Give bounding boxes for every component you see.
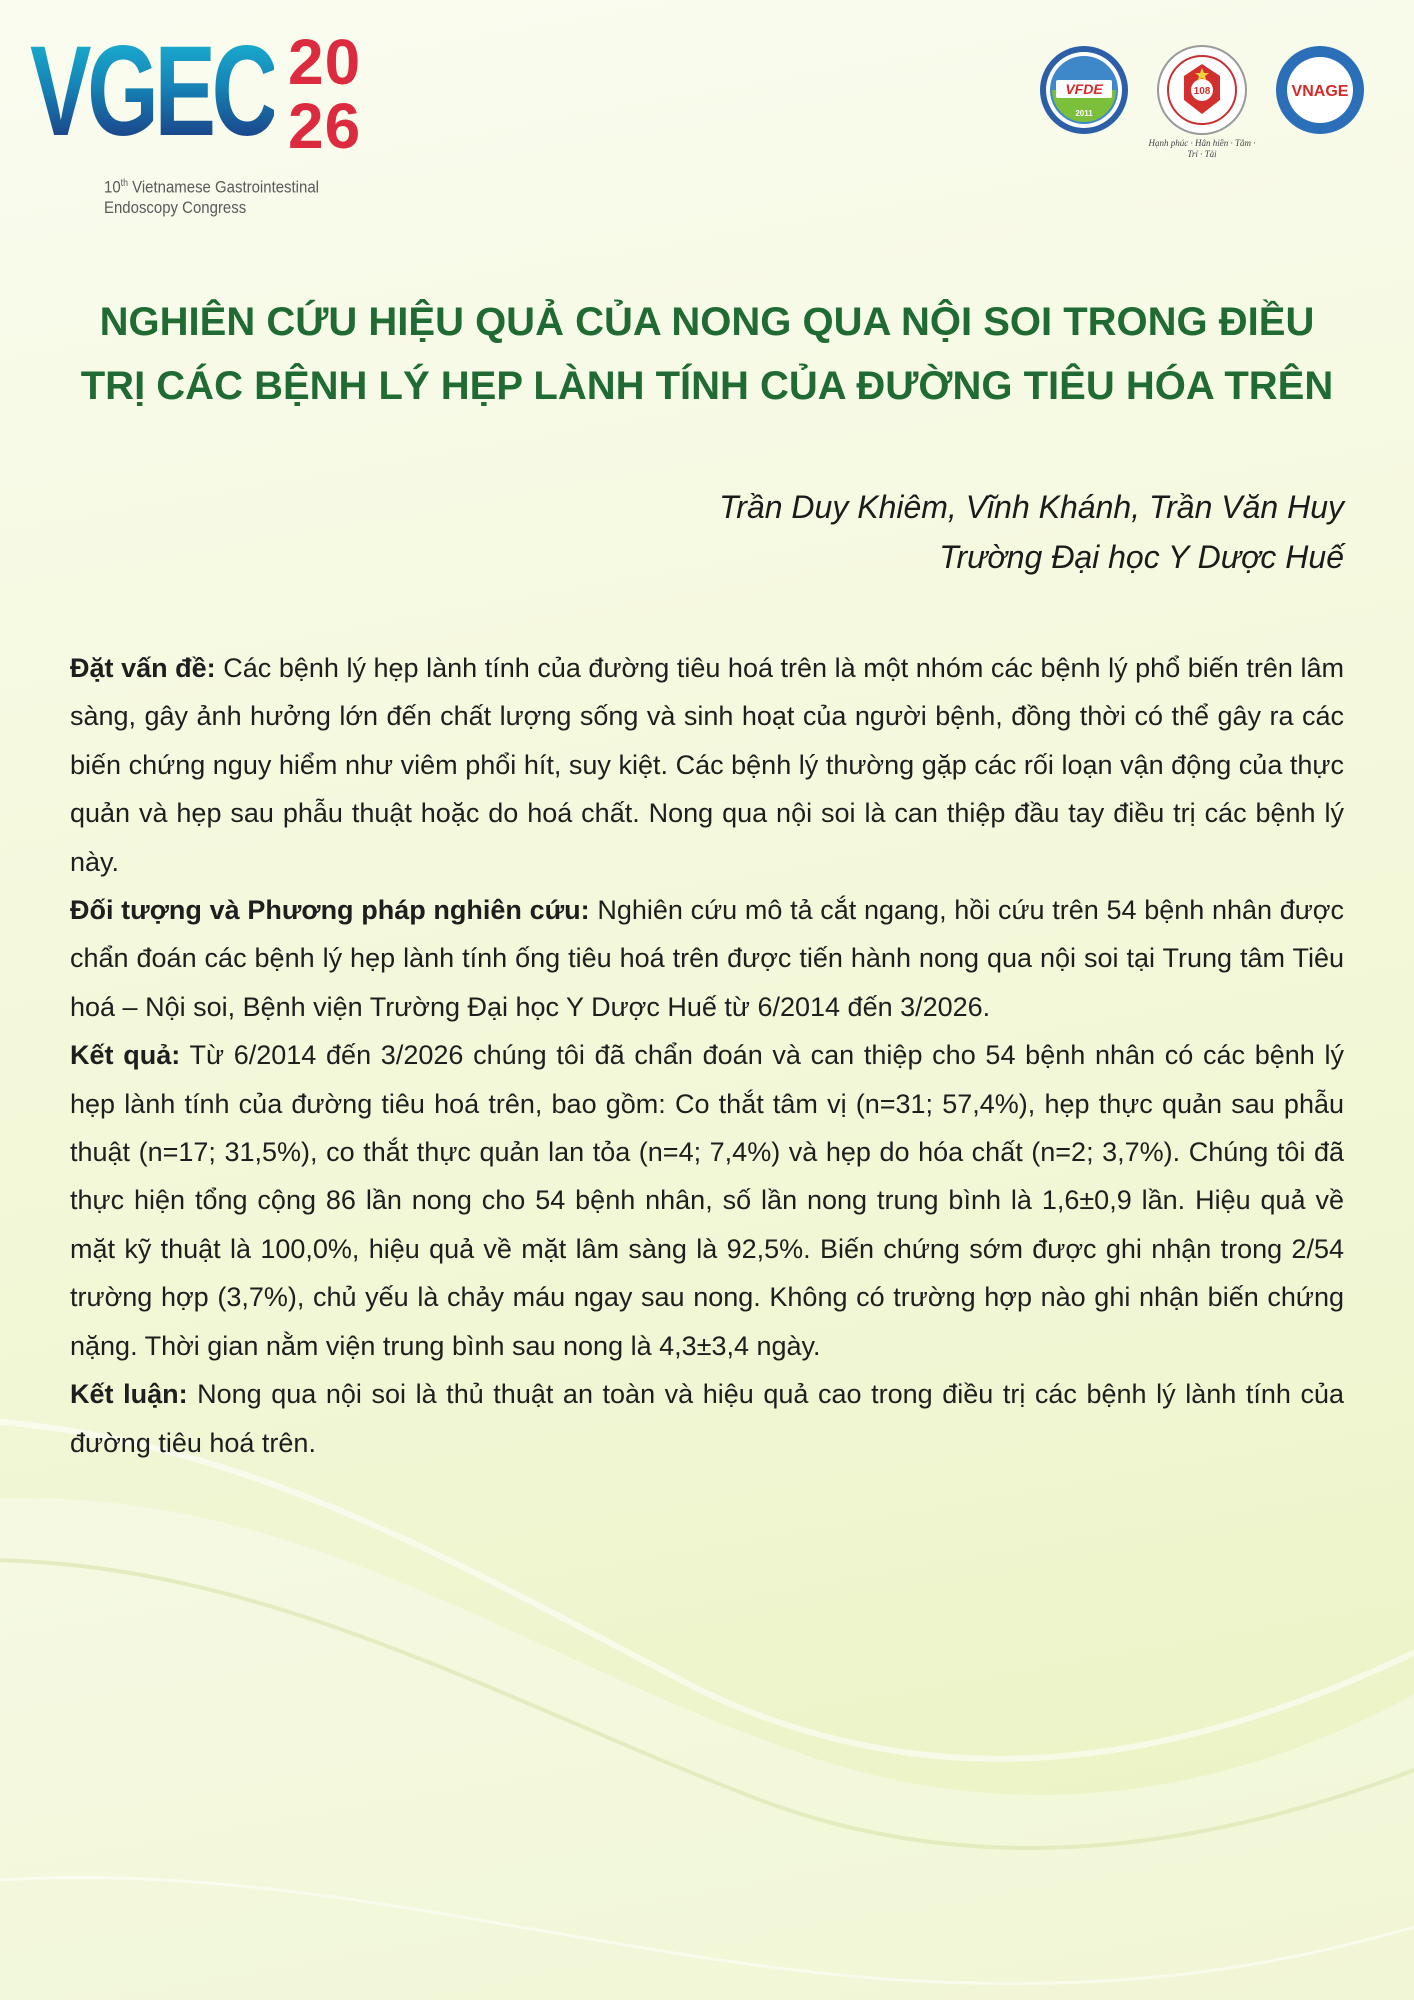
paper-title-line2: TRỊ CÁC BỆNH LÝ HẸP LÀNH TÍNH CỦA ĐƯỜNG TIÊU HÓA TRÊN xyxy=(80,364,1334,408)
section-methods xyxy=(70,886,1344,1031)
congress-year-text: 2026 xyxy=(288,26,362,162)
section-text: Nghiên cứu mô tả cắt ngang, hồi cứu trên 54 bệnh nhân được chẩn đoán các bệnh lý hẹp lành tính ống tiêu hoá trên được tiến hành nong qua nội soi tại Trung tâm Tiêu hoá – Nội soi, Bệnh viện Trường Đại học Y Dược Huế từ 6/2014 đến 3/2026. xyxy=(70,895,1344,1022)
paper-title-line1: NGHIÊN CỨU HIỆU QUẢ CỦA NONG QUA NỘI SOI TRONG ĐIỀU xyxy=(99,300,1315,344)
hospital-108-logo xyxy=(1148,44,1256,159)
section-results xyxy=(70,1031,1344,1370)
vfde-logo-year: 2011 xyxy=(1075,109,1093,118)
section-conclusion xyxy=(70,1370,1344,1467)
hospital-108-motto: Hạnh phúc · Hân hiền · Tâm · Trí · Tài xyxy=(1148,138,1256,159)
congress-wordmark: VGEC xyxy=(30,20,274,163)
edition-suffix: th xyxy=(120,178,128,189)
section-text: Nong qua nội soi là thủ thuật an toàn và hiệu quả cao trong điều trị các bệnh lý lành tính của đường tiêu hoá trên. xyxy=(70,1379,1344,1458)
section-text: Các bệnh lý hẹp lành tính của đường tiêu hoá trên là một nhóm các bệnh lý phổ biến trên lâm sàng, gây ảnh hưởng lớn đến chất lượng sống và sinh hoạt của người bệnh, đồng thời có thể gây ra các biến chứng nguy hiểm như viêm phổi hít, suy kiệt. Các bệnh lý thường gặp các rối loạn vận động của thực quản và hẹp sau phẫu thuật hoặc do hoá chất. Nong qua nội soi là can thiệp đầu tay điều trị các bệnh lý này. xyxy=(70,653,1344,877)
abstract-body xyxy=(70,644,1344,1467)
vnage-logo xyxy=(1274,44,1366,136)
hospital-108-logo-text: 108 xyxy=(1193,86,1211,97)
paper-title xyxy=(70,290,1344,418)
section-label: Đối tượng và Phương pháp nghiên cứu: xyxy=(70,895,590,926)
vfde-logo-text: VFDE xyxy=(1065,81,1103,97)
congress-subtitle-line2: Endoscopy Congress xyxy=(104,197,247,217)
congress-subtitle-rest: Vietnamese Gastrointestinal xyxy=(127,177,319,197)
section-label: Kết luận: xyxy=(70,1379,188,1410)
congress-subtitle-line1 xyxy=(104,174,319,198)
author-names: Trần Duy Khiêm, Vĩnh Khánh, Trần Văn Huy xyxy=(719,489,1344,525)
section-label: Đặt vấn đề: xyxy=(70,653,216,683)
edition-number: 10 xyxy=(104,177,121,197)
vnage-logo-text: VNAGE xyxy=(1291,83,1349,100)
author-block xyxy=(719,482,1344,582)
congress-year xyxy=(288,26,398,162)
section-background xyxy=(70,644,1344,886)
congress-subtitle xyxy=(104,174,319,218)
congress-logo xyxy=(30,20,410,218)
author-affiliation: Trường Đại học Y Dược Huế xyxy=(939,539,1344,575)
section-label: Kết quả: xyxy=(70,1040,181,1071)
organization-logos xyxy=(1038,44,1366,164)
section-text: Từ 6/2014 đến 3/2026 chúng tôi đã chẩn đoán và can thiệp cho 54 bệnh nhân có các bệnh lý hẹp lành tính của đường tiêu hoá trên, bao gồm: Co thắt tâm vị (n=31; 57,4%), hẹp thực quản sau phẫu thuật (n=17; 31,5%), co thắt thực quản lan tỏa (n=4; 7,4%) và hẹp do hóa chất (n=2; 3,7%). Chúng tôi đã thực hiện tổng cộng 86 lần nong cho 54 bệnh nhân, số lần nong trung bình là 1,6±0,9 lần. Hiệu quả về mặt kỹ thuật là 100,0%, hiệu quả về mặt lâm sàng là 92,5%. Biến chứng sớm được ghi nhận trong 2/54 trường hợp (3,7%), chủ yếu là chảy máu ngay sau nong. Không có trường hợp nào ghi nhận biến chứng nặng. Thời gian nằm viện trung bình sau nong là 4,3±3,4 ngày. xyxy=(70,1040,1344,1361)
vfde-logo xyxy=(1038,44,1130,136)
